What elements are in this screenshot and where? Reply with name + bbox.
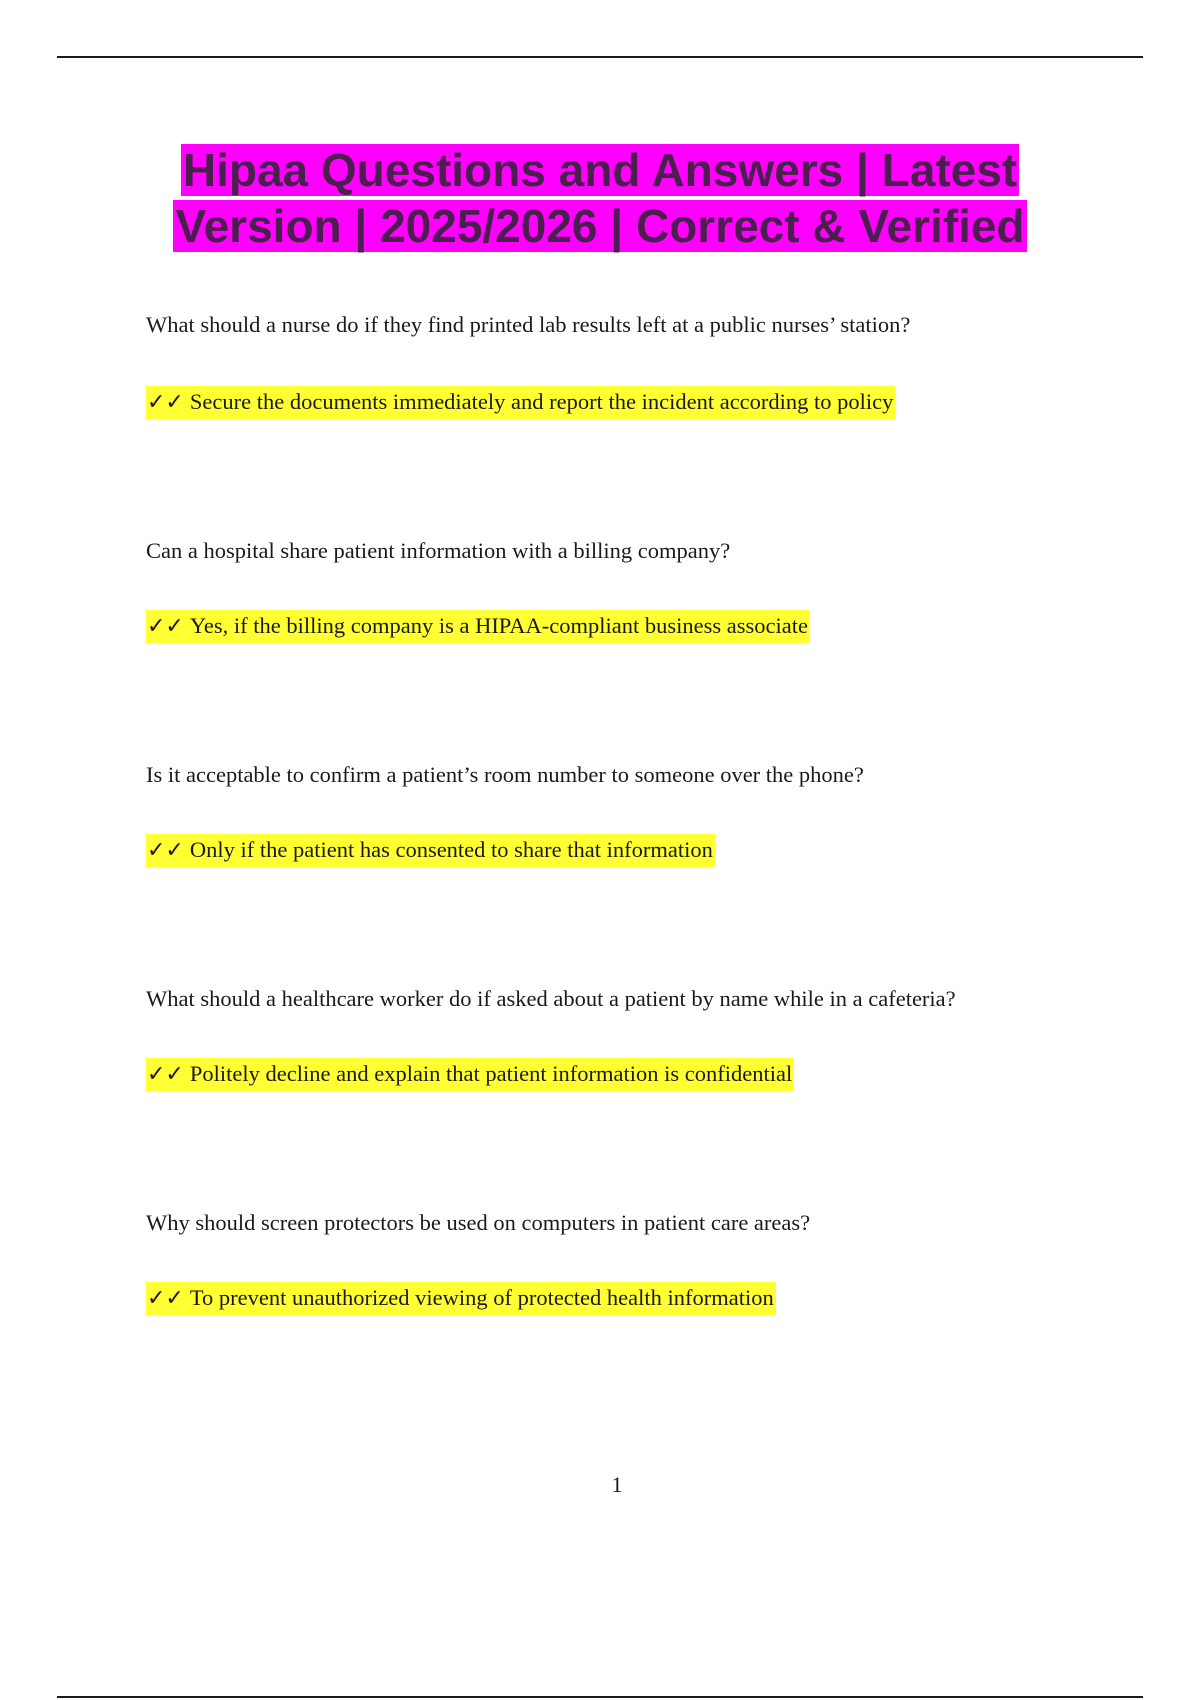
double-check-icon: ✓✓ xyxy=(147,838,184,863)
title-line-2: Version | 2025/2026 | Correct & Verified xyxy=(175,200,1025,252)
question-text: Why should screen protectors be used on computers in patient care areas? xyxy=(146,1210,811,1235)
bottom-rule xyxy=(57,1696,1143,1698)
answer-label: Politely decline and explain that patient information is confidential xyxy=(189,1061,793,1086)
page-number: 1 xyxy=(611,1472,623,1497)
answer-label: Yes, if the billing company is a HIPAA-compliant business associate xyxy=(189,613,808,638)
answer-text xyxy=(146,1058,794,1091)
question-text: Is it acceptable to confirm a patient’s room number to someone over the phone? xyxy=(146,762,864,787)
double-check-icon: ✓✓ xyxy=(147,1286,184,1311)
question-text: Can a hospital share patient information with a billing company? xyxy=(146,538,731,563)
double-check-icon: ✓✓ xyxy=(147,390,184,415)
question-text: What should a healthcare worker do if asked about a patient by name while in a cafeteria? xyxy=(146,986,956,1011)
answer-text xyxy=(146,834,715,867)
answer-label: Secure the documents immediately and report the incident according to policy xyxy=(189,389,894,414)
double-check-icon: ✓✓ xyxy=(147,614,184,639)
answer-text xyxy=(146,610,810,643)
answer-label: Only if the patient has consented to share that information xyxy=(189,837,713,862)
title-line-1: Hipaa Questions and Answers | Latest xyxy=(182,144,1018,196)
question-text: What should a nurse do if they find printed lab results left at a public nurses’ station? xyxy=(146,312,911,337)
answer-text xyxy=(146,1282,776,1315)
double-check-icon: ✓✓ xyxy=(147,1062,184,1087)
document-title xyxy=(0,142,1200,254)
answer-label: To prevent unauthorized viewing of protected health information xyxy=(189,1285,774,1310)
top-rule xyxy=(57,56,1143,58)
answer-text xyxy=(146,386,895,419)
